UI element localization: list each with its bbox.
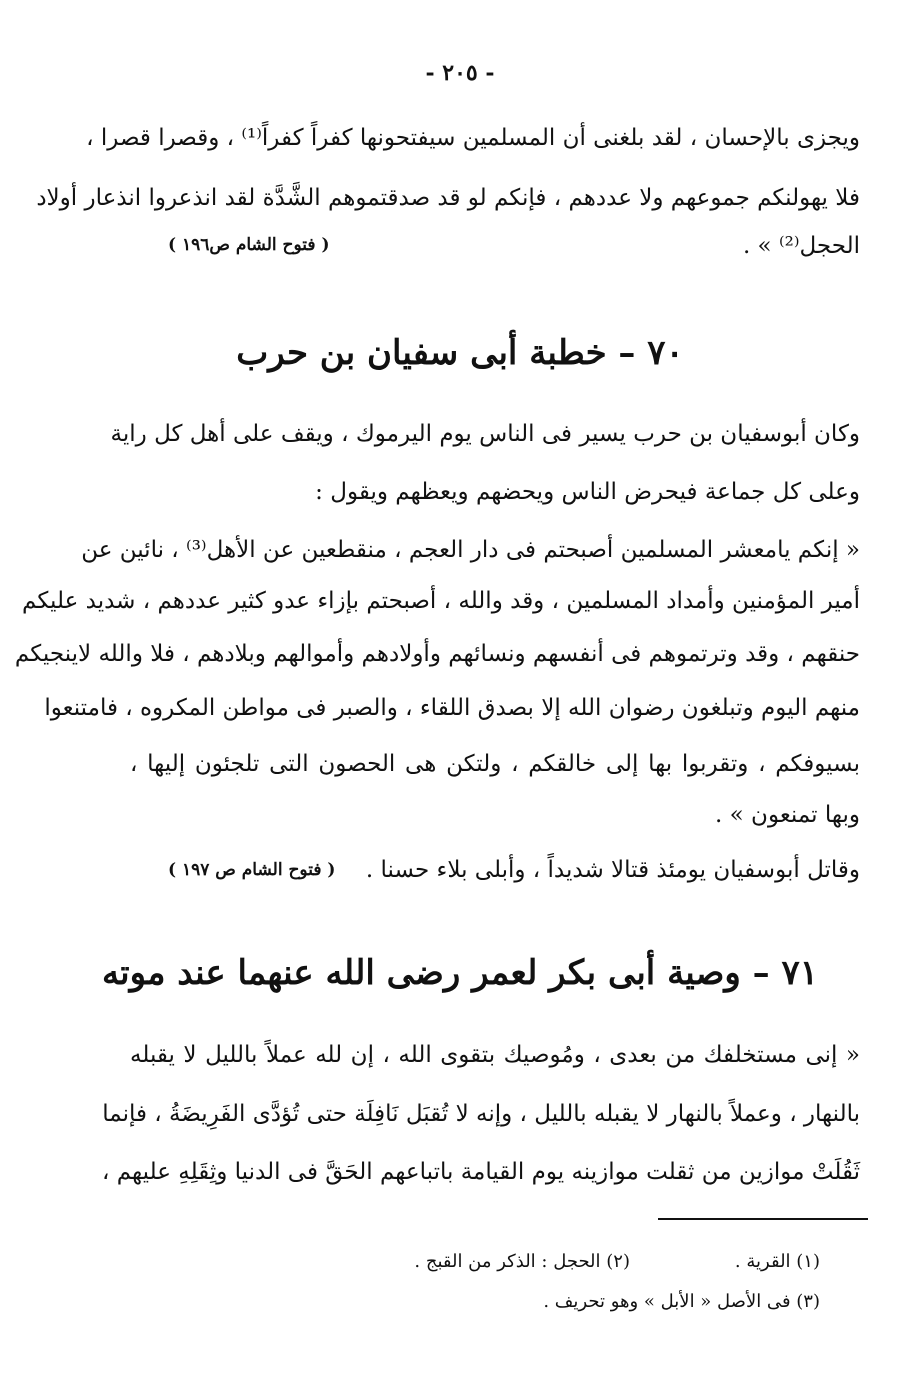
footnote-divider — [658, 1218, 868, 1220]
body-line: ثَقُلَتْ موازين من ثقلت موازينه يوم القيامة باتباعهم الحَقَّ فى الدنيا وثِقَلِهِ عليهم ، — [102, 1159, 860, 1185]
section-heading-71: ٧١ – وصية أبى بكر لعمر رضى الله عنهما عند موته — [101, 953, 819, 993]
body-line: فلا يهولنكم جموعهم ولا عددهم ، فإنكم لو قد صدقتموهم الشَّدَّة لقد انذعروا انذعار أولاد — [36, 185, 860, 211]
footnote-1: (١) القرية . — [734, 1251, 820, 1272]
body-line: أمير المؤمنين وأمداد المسلمين ، وقد والله ، أصبحتم بإزاء عدو كثير عددهم ، شديد عليكم — [22, 588, 860, 614]
body-line: حنقهم ، وقد وترتموهم فى أنفسهم ونسائهم وأولادهم وأموالهم وبلادهم ، فلا والله لاينجيكم — [14, 641, 860, 667]
source-citation: ( فتوح الشام ص١٩٦ ) — [168, 235, 330, 255]
body-line: « إنكم يامعشر المسلمين أصبحتم فى دار العجم ، منقطعين عن الأهل⁽³⁾ ، نائين عن — [81, 537, 860, 563]
footnote-2: (٢) الحجل : الذكر من القبج . — [414, 1251, 630, 1272]
body-line: وكان أبوسفيان بن حرب يسير فى الناس يوم اليرموك ، ويقف على أهل كل راية — [110, 421, 860, 447]
body-line: بالنهار ، وعملاً بالنهار لا يقبله بالليل ، وإنه لا تُقبَل نَافِلَة حتى تُؤدَّى الفَرِيضَةُ ، فإنما — [102, 1101, 860, 1127]
body-line: وقاتل أبوسفيان يومئذ قتالا شديداً ، وأبلى بلاء حسنا . — [365, 857, 860, 883]
body-line: الحجل⁽²⁾ » . — [742, 233, 860, 259]
body-line: « إنى مستخلفك من بعدى ، ومُوصيك بتقوى الله ، إن لله عملاً بالليل لا يقبله — [130, 1042, 860, 1068]
body-line: ويجزى بالإحسان ، لقد بلغنى أن المسلمين سيفتحونها كفراً كفراً⁽¹⁾ ، وقصرا قصرا ، — [86, 125, 860, 151]
body-line: وبها تمنعون » . — [715, 802, 860, 828]
section-heading-70: ٧٠ – خطبة أبى سفيان بن حرب — [236, 333, 684, 373]
page-number: - ٢٠٥ - — [425, 60, 495, 86]
footnote-3: (٣) فى الأصل « الأبل » وهو تحريف . — [543, 1291, 820, 1312]
body-line: منهم اليوم وتبلغون رضوان الله إلا بصدق اللقاء ، والصبر فى مواطن المكروه ، فامتنعوا — [44, 695, 860, 721]
body-line: وعلى كل جماعة فيحرض الناس ويحضهم ويعظهم ويقول : — [315, 479, 860, 505]
body-line: بسيوفكم ، وتقربوا بها إلى خالقكم ، ولتكن هى الحصون التى تلجئون إليها ، — [130, 751, 860, 777]
source-citation: ( فتوح الشام ص ١٩٧ ) — [168, 860, 336, 880]
